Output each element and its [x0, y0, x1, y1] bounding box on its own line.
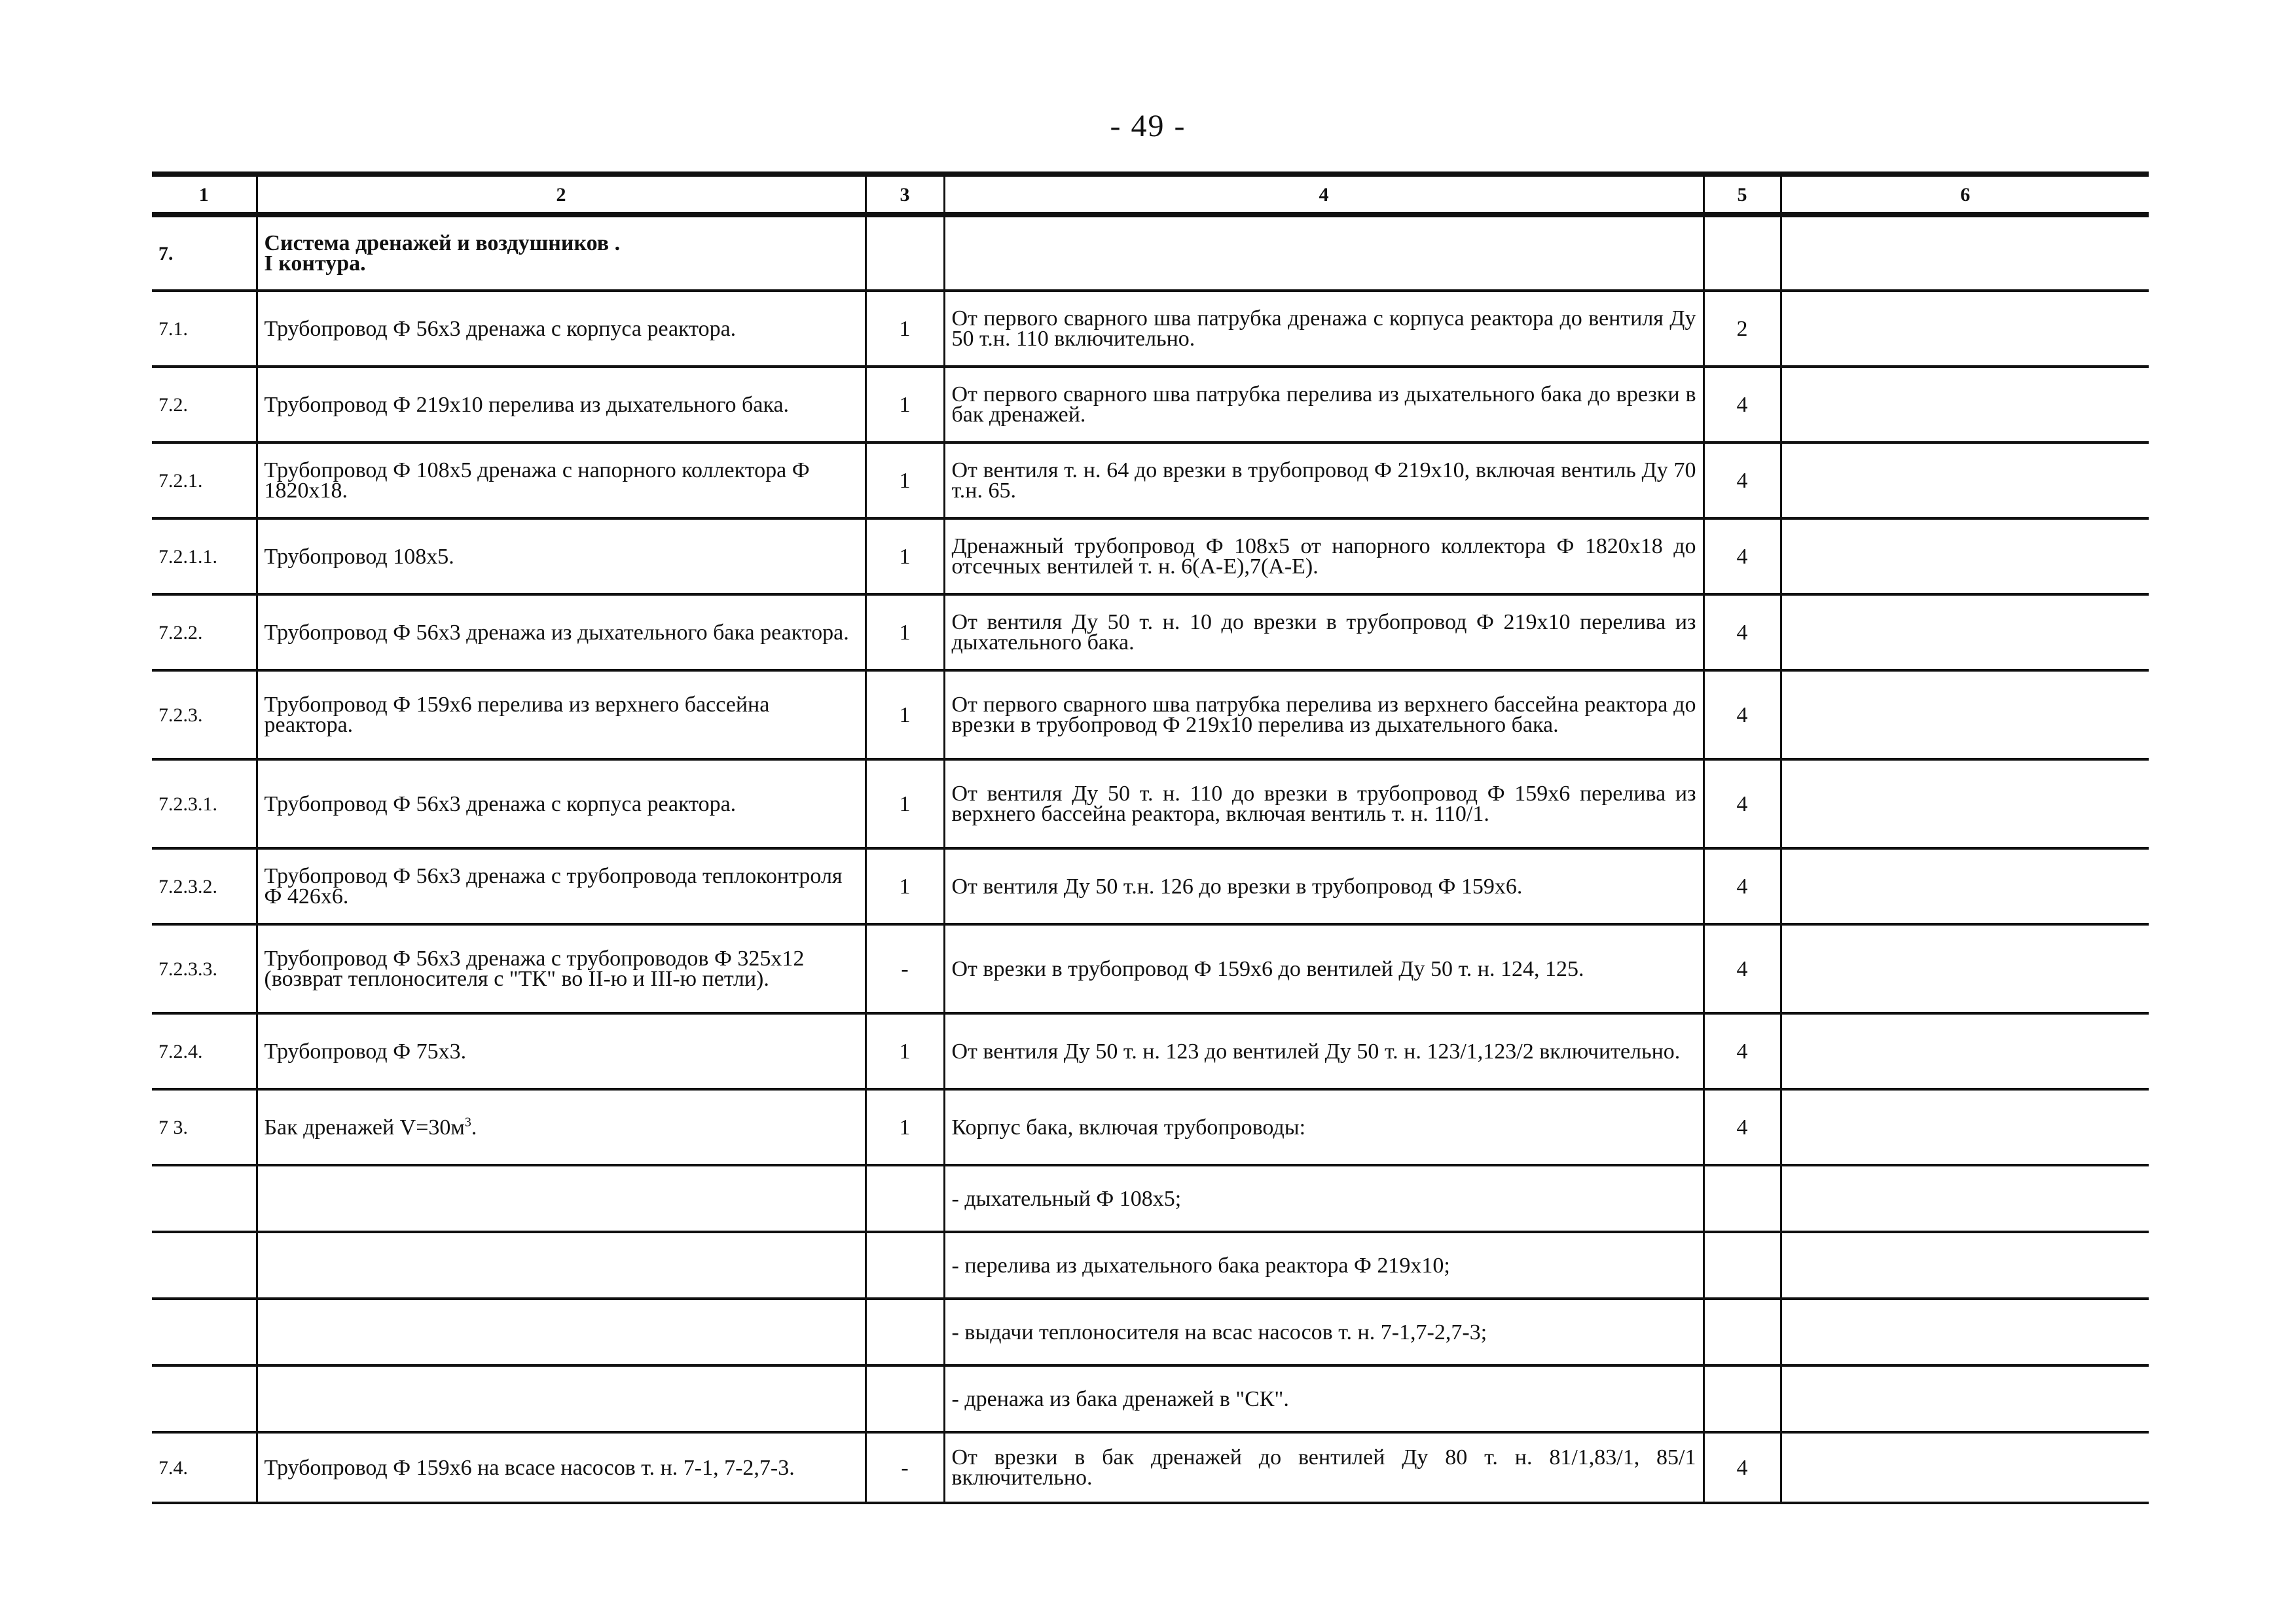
table-row: [152, 594, 2149, 670]
description-cell: Корпус бака, включая трубопроводы:: [944, 1089, 1704, 1165]
category-cell: [1704, 1299, 1781, 1365]
table-row: [152, 848, 2149, 924]
row-number-cell: 7.2.3.1.: [152, 759, 257, 848]
description-cell: От первого сварного шва патрубка перелива из дыхательного бака до врезки в бак дренажей.: [944, 367, 1704, 442]
quantity-cell: 1: [866, 367, 944, 442]
item-name-text: Трубопровод Ф 219х10 перелива из дыхательного бака.: [264, 392, 790, 417]
category-cell: [1704, 215, 1781, 291]
table-row: [152, 1432, 2149, 1503]
description-cell: От врезки в бак дренажей до вентилей Ду 80 т. н. 81/1,83/1, 85/1 включительно.: [944, 1432, 1704, 1503]
note-cell: [1781, 1232, 2149, 1299]
note-cell: [1781, 1299, 2149, 1365]
table-row: [152, 442, 2149, 518]
quantity-cell: [866, 1232, 944, 1299]
quantity-cell: [866, 215, 944, 291]
table-row: [152, 759, 2149, 848]
quantity-cell: 1: [866, 670, 944, 759]
category-cell: 4: [1704, 759, 1781, 848]
note-cell: [1781, 442, 2149, 518]
table-header-row: [152, 174, 2149, 215]
quantity-cell: 1: [866, 442, 944, 518]
row-number-cell: 7.4.: [152, 1432, 257, 1503]
description-cell: Дренажный трубопровод Ф 108х5 от напорного коллектора Ф 1820х18 до отсечных вентилей т. н. 6(А-Е),7(А-Е).: [944, 518, 1704, 594]
item-name-cell: [257, 215, 866, 291]
column-header-3: 3: [866, 174, 944, 215]
item-name-cell: [257, 1299, 866, 1365]
item-name-cell: [257, 1365, 866, 1432]
item-name-cell: [257, 1013, 866, 1089]
item-name-text: Трубопровод Ф 56х3 дренажа с трубопровода теплоконтроля Ф 426х6.: [264, 864, 843, 909]
quantity-cell: 1: [866, 594, 944, 670]
note-cell: [1781, 594, 2149, 670]
quantity-cell: 1: [866, 759, 944, 848]
table-row: [152, 1232, 2149, 1299]
item-name-text: Трубопровод Ф 56х3 дренажа с корпуса реактора.: [264, 791, 737, 816]
table-row: [152, 215, 2149, 291]
quantity-cell: -: [866, 924, 944, 1013]
item-name-cell: [257, 518, 866, 594]
note-cell: [1781, 1365, 2149, 1432]
description-cell: - выдачи теплоносителя на всас насосов т. н. 7-1,7-2,7-3;: [944, 1299, 1704, 1365]
item-name-text: Трубопровод Ф 75х3.: [264, 1039, 467, 1064]
note-cell: [1781, 924, 2149, 1013]
note-cell: [1781, 1089, 2149, 1165]
description-cell: От врезки в трубопровод Ф 159х6 до вентилей Ду 50 т. н. 124, 125.: [944, 924, 1704, 1013]
row-number-cell: 7.2.4.: [152, 1013, 257, 1089]
row-number-cell: [152, 1165, 257, 1232]
category-cell: 4: [1704, 594, 1781, 670]
row-number-cell: 7.2.: [152, 367, 257, 442]
note-cell: [1781, 518, 2149, 594]
category-cell: 4: [1704, 1089, 1781, 1165]
row-number-cell: 7 3.: [152, 1089, 257, 1165]
table-row: [152, 518, 2149, 594]
item-name-text: Трубопровод 108х5.: [264, 544, 454, 569]
column-header-5: 5: [1704, 174, 1781, 215]
row-number-cell: [152, 1299, 257, 1365]
description-cell: От первого сварного шва патрубка перелива из верхнего бассейна реактора до врезки в трубопровод Ф 219х10 перелива из дыхательного бака.: [944, 670, 1704, 759]
category-cell: 4: [1704, 848, 1781, 924]
item-name-cell: [257, 1089, 866, 1165]
description-cell: - дренажа из бака дренажей в "СК".: [944, 1365, 1704, 1432]
description-cell: - перелива из дыхательного бака реактора Ф 219х10;: [944, 1232, 1704, 1299]
item-name-text: Трубопровод Ф 108х5 дренажа с напорного коллектора Ф 1820х18.: [264, 458, 810, 503]
table-row: [152, 367, 2149, 442]
quantity-cell: 1: [866, 1013, 944, 1089]
category-cell: [1704, 1232, 1781, 1299]
item-name-cell: [257, 291, 866, 367]
table-row: [152, 1365, 2149, 1432]
item-name-cell: [257, 442, 866, 518]
quantity-cell: 1: [866, 291, 944, 367]
quantity-cell: 1: [866, 518, 944, 594]
table-row: [152, 1299, 2149, 1365]
quantity-cell: [866, 1165, 944, 1232]
note-cell: [1781, 670, 2149, 759]
item-name-cell: [257, 1432, 866, 1503]
category-cell: 4: [1704, 442, 1781, 518]
item-name-cell: [257, 924, 866, 1013]
table-row: [152, 924, 2149, 1013]
category-cell: 4: [1704, 518, 1781, 594]
quantity-cell: [866, 1299, 944, 1365]
table-row: [152, 1089, 2149, 1165]
item-name-tail: .: [471, 1115, 477, 1140]
category-cell: [1704, 1165, 1781, 1232]
specification-table: [152, 171, 2149, 1504]
row-number-cell: 7.2.3.2.: [152, 848, 257, 924]
category-cell: 4: [1704, 924, 1781, 1013]
description-cell: [944, 215, 1704, 291]
row-number-cell: 7.2.1.1.: [152, 518, 257, 594]
row-number-cell: 7.1.: [152, 291, 257, 367]
item-name-text: Трубопровод Ф 159х6 перелива из верхнего бассейна реактора.: [264, 693, 770, 737]
note-cell: [1781, 367, 2149, 442]
description-cell: - дыхательный Ф 108х5;: [944, 1165, 1704, 1232]
note-cell: [1781, 1165, 2149, 1232]
item-name-text: Трубопровод Ф 56х3 дренажа с трубопроводов Ф 325х12 (возврат теплоносителя с "ТК" во II-ю и III-ю петли).: [264, 947, 805, 991]
item-name-text: Трубопровод Ф 159х6 на всасе насосов т. н. 7-1, 7-2,7-3.: [264, 1455, 795, 1480]
description-cell: От первого сварного шва патрубка дренажа с корпуса реактора до вентиля Ду 50 т.н. 110 включительно.: [944, 291, 1704, 367]
category-cell: 4: [1704, 1432, 1781, 1503]
quantity-cell: -: [866, 1432, 944, 1503]
row-number-cell: [152, 1365, 257, 1432]
item-name-cell: [257, 848, 866, 924]
item-name-text: Трубопровод Ф 56х3 дренажа с корпуса реактора.: [264, 316, 737, 341]
table-row: [152, 1165, 2149, 1232]
table-row: [152, 670, 2149, 759]
item-name-cell: [257, 367, 866, 442]
row-number-cell: 7.2.3.: [152, 670, 257, 759]
table-row: [152, 291, 2149, 367]
note-cell: [1781, 759, 2149, 848]
description-cell: От вентиля т. н. 64 до врезки в трубопровод Ф 219х10, включая вентиль Ду 70 т.н. 65.: [944, 442, 1704, 518]
column-header-1: 1: [152, 174, 257, 215]
superscript: 3: [464, 1115, 471, 1130]
item-name-text: Трубопровод Ф 56х3 дренажа из дыхательного бака реактора.: [264, 620, 849, 645]
description-cell: От вентиля Ду 50 т. н. 10 до врезки в трубопровод Ф 219х10 перелива из дыхательного бака.: [944, 594, 1704, 670]
note-cell: [1781, 1432, 2149, 1503]
item-name-cell: [257, 1165, 866, 1232]
category-cell: 4: [1704, 367, 1781, 442]
row-number-cell: [152, 1232, 257, 1299]
note-cell: [1781, 291, 2149, 367]
category-cell: 4: [1704, 1013, 1781, 1089]
column-header-4: 4: [944, 174, 1704, 215]
item-name-cell: [257, 594, 866, 670]
row-number-cell: 7.2.1.: [152, 442, 257, 518]
column-header-6: 6: [1781, 174, 2149, 215]
note-cell: [1781, 848, 2149, 924]
item-name-cell: [257, 670, 866, 759]
note-cell: [1781, 215, 2149, 291]
category-cell: 2: [1704, 291, 1781, 367]
category-cell: 4: [1704, 670, 1781, 759]
item-name-text: Система дренажей и воздушников . I контура.: [264, 231, 621, 276]
note-cell: [1781, 1013, 2149, 1089]
row-number-cell: 7.: [152, 215, 257, 291]
description-cell: От вентиля Ду 50 т.н. 126 до врезки в трубопровод Ф 159х6.: [944, 848, 1704, 924]
item-name-text: Бак дренажей V=30м: [264, 1115, 465, 1140]
category-cell: [1704, 1365, 1781, 1432]
column-header-2: 2: [257, 174, 866, 215]
quantity-cell: 1: [866, 848, 944, 924]
quantity-cell: 1: [866, 1089, 944, 1165]
row-number-cell: 7.2.3.3.: [152, 924, 257, 1013]
row-number-cell: 7.2.2.: [152, 594, 257, 670]
item-name-cell: [257, 759, 866, 848]
description-cell: От вентиля Ду 50 т. н. 123 до вентилей Ду 50 т. н. 123/1,123/2 включительно.: [944, 1013, 1704, 1089]
quantity-cell: [866, 1365, 944, 1432]
table-row: [152, 1013, 2149, 1089]
page-number: - 49 -: [1110, 109, 1186, 143]
description-cell: От вентиля Ду 50 т. н. 110 до врезки в трубопровод Ф 159х6 перелива из верхнего бассейна реактора, включая вентиль т. н. 110/1.: [944, 759, 1704, 848]
item-name-cell: [257, 1232, 866, 1299]
